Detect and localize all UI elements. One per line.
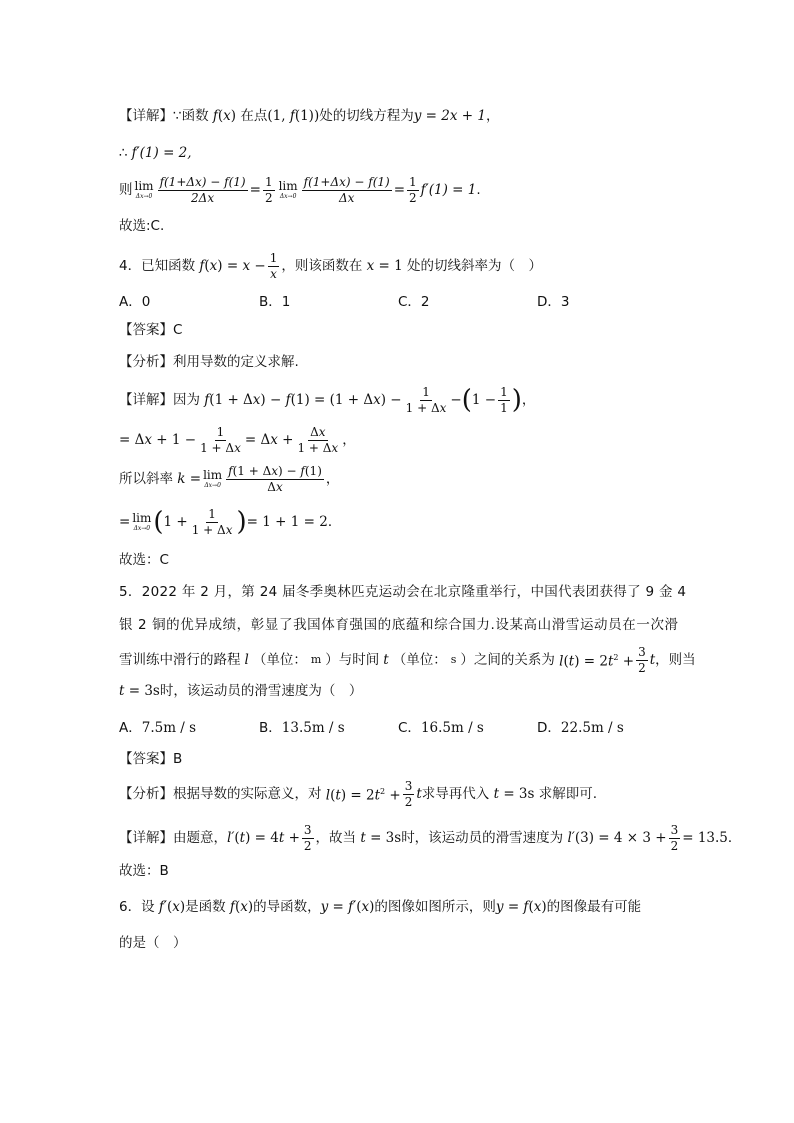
math-limit: lim Δx→0 xyxy=(134,179,154,200)
q5-option-a: A．7.5m / s xyxy=(119,720,197,736)
math-fx: f(x) xyxy=(208,108,237,124)
text: 时，该运动员的滑雪速度为（ ） xyxy=(159,683,363,699)
math-fraction: $\frac{f(1+\Delta x) - f(1)}{\Delta x}$ xyxy=(303,174,390,205)
text: 【分析】根据导数的实际意义，对 xyxy=(119,786,322,802)
q5-line4: t = 3s 时，该运动员的滑雪速度为（ ） xyxy=(119,683,363,699)
math-fraction: $\frac{\Delta x}{1 + \Delta x}$ xyxy=(297,424,339,455)
q5-detail: 【详解】由题意， l′(t) = 4t + $\frac{3}{2}$ ，故当 t = 3s 时，该运动员的滑雪速度为 l′(3) = 4 × 3 + $\frac{3}{2}$ = 13.5 ． xyxy=(119,822,742,853)
math-fraction: $\frac{1}{x}$ xyxy=(269,250,278,281)
q3-limit-line: 则 lim Δx→0 $\frac{f(1+\Delta x) - f(1)}{2\Delta x}$ = $\frac{1}{2}$ lim Δx→0 $\frac{f(1+\Delta x) - f(1)}{\Delta x}$ = $\frac{1}{2}$ f′(1) = 1 . xyxy=(119,174,481,205)
q5-answer-line: 故选：B xyxy=(119,863,169,879)
text: ，故当 xyxy=(315,830,357,846)
math-result: f′(1) = 1 xyxy=(420,182,477,198)
detail-tag: 【详解】 xyxy=(119,108,173,124)
q6-line1: 6．设 f′(x) 是函数 f(x) 的导函数， y = f′(x) 的图像如图所示，则 y = f(x) 的图像最有可能 xyxy=(119,899,642,915)
text: ， xyxy=(485,108,500,124)
q3-therefore-line xyxy=(119,143,192,163)
q3-detail-line xyxy=(119,106,499,126)
text: 时，该运动员的滑雪速度为 xyxy=(401,830,564,846)
math-point: (1, f(1)) xyxy=(267,108,320,124)
text: 在点 xyxy=(240,108,268,124)
q5-option-d: D．22.5m / s xyxy=(537,720,624,736)
math-expression: = Δx + 1 − xyxy=(119,432,197,448)
q4-question xyxy=(119,250,543,281)
q4-detail-line4: = lim Δx→0 ( 1 + $\frac{1}{1 + \Delta x}$ ) = 1 + 1 = 2 ． xyxy=(119,506,342,537)
text: 因为 xyxy=(173,392,200,408)
text: 雪训练中滑行的路程 xyxy=(119,652,241,668)
math-fraction: $\frac{f(1 + \Delta x) - f(1)}{\Delta x}$ xyxy=(228,463,322,494)
q5-line1: 5．2022 年 2 月，第 24 届冬季奥林匹克运动会在北京隆重举行，中国代表团获得了 9 金 4 xyxy=(119,584,687,600)
q4-detail-line1: 【详解】 因为 f(1 + Δx) − f(1) = (1 + Δx) − $\frac{1}{1 + \Delta x}$ − ( 1 − $\frac{1}{1}$ ) ， xyxy=(119,384,536,415)
q6-line2: 的是（ ） xyxy=(119,935,187,951)
text: 求导再代入 xyxy=(421,786,490,802)
math-fraction: $\frac{1}{1}$ xyxy=(500,384,508,415)
q5-line2: 银 2 铜的优异成绩，彰显了我国体育强国的底蕴和综合国力.设某高山滑雪运动员在一次滑 xyxy=(119,617,679,633)
q4-analysis: 【分析】利用导数的定义求解. xyxy=(119,354,299,370)
math-limit: lim Δx→0 xyxy=(132,511,152,532)
text: 的图像如图所示，则 xyxy=(374,899,496,915)
math-limit: lim Δx→0 xyxy=(278,179,298,200)
math-fraction: $\frac{1}{1 + \Delta x}$ xyxy=(191,506,233,537)
text: 是函数 xyxy=(185,899,226,915)
math-fraction: $\frac{1}{1 + \Delta x}$ xyxy=(405,384,447,415)
q4-answer: 【答案】C xyxy=(119,322,183,338)
detail-tag: 【详解】 xyxy=(119,392,173,408)
q5-answer: 【答案】B xyxy=(119,751,183,767)
q4-option-a: A．0 xyxy=(119,294,151,310)
question-text: 处的切线斜率为（ ） xyxy=(407,258,543,274)
text: 则 xyxy=(119,182,133,198)
text: （单位： xyxy=(392,652,447,668)
math-fraction: $\frac{3}{2}$ xyxy=(303,822,312,853)
text: 的导函数， xyxy=(253,899,321,915)
math-expression: f(1 + Δx) − f(1) = (1 + Δx) − xyxy=(200,392,402,408)
text: . xyxy=(476,182,481,198)
text: 【详解】由题意， xyxy=(119,830,227,846)
q5-option-b: B．13.5m / s xyxy=(259,720,345,736)
text: ）与时间 xyxy=(325,652,380,668)
text: 函数 xyxy=(181,108,209,124)
q4-answer-line: 故选：C xyxy=(119,552,169,568)
q3-answer-line: 故选:C. xyxy=(119,218,165,234)
text: 所以斜率 xyxy=(119,471,173,487)
text: ，则当 xyxy=(655,652,696,668)
math-fraction: $\frac{1}{1 + \Delta x}$ xyxy=(200,424,241,455)
q4-option-d: D．3 xyxy=(537,294,570,310)
text: 求解即可. xyxy=(538,786,598,802)
q5-analysis: 【分析】根据导数的实际意义，对 $l(t) = 2t^2$ + $\frac{3}{2}$ t 求导再代入 t = 3s 求解即可. xyxy=(119,778,598,809)
math-tangent-eq: y = 2x + 1 xyxy=(413,108,486,124)
text: 的图像最有可能 xyxy=(546,899,642,915)
q4-option-c: C．2 xyxy=(398,294,430,310)
math-fraction: $\frac{f(1+\Delta x) - f(1)}{2\Delta x}$ xyxy=(159,174,246,205)
question-text: 4．已知函数 xyxy=(119,258,196,274)
text: 6．设 xyxy=(119,899,155,915)
math-fraction: $\frac{1}{2}$ xyxy=(264,174,273,205)
math-fraction: $\frac{3}{2}$ xyxy=(638,644,646,675)
text: （单位： xyxy=(252,652,307,668)
math-x-equals: x = 1 xyxy=(362,258,403,274)
q5-line3: 雪训练中滑行的路程 l （单位： m ）与时间 t （单位： s ）之间的关系为 $l(t) = 2t^2$ + $\frac{3}{2}$ t ，则当 xyxy=(119,644,696,675)
math-fraction: $\frac{3}{2}$ xyxy=(670,822,679,853)
q4-detail-line3: 所以斜率 k = lim Δx→0 $\frac{f(1 + \Delta x) - f(1)}{\Delta x}$ ， xyxy=(119,463,340,494)
because-symbol: ∵ xyxy=(173,108,182,124)
text: 处的切线方程为 xyxy=(319,108,414,124)
math-fraction: $\frac{1}{2}$ xyxy=(409,174,417,205)
math-relation: $l(t) = 2t^2$ + xyxy=(554,653,635,670)
q4-detail-line2: = Δx + 1 − $\frac{1}{1 + \Delta x}$ = Δx + $\frac{\Delta x}{1 + \Delta x}$ ， xyxy=(119,424,356,455)
math-result: = 1 + 1 = 2 xyxy=(246,514,328,530)
therefore-symbol: ∴ xyxy=(119,145,128,161)
math-fraction: $\frac{3}{2}$ xyxy=(404,778,413,809)
q4-option-b: B．1 xyxy=(259,294,291,310)
q5-option-c: C．16.5m / s xyxy=(398,720,484,736)
math-derivative: f′(1) = 2, xyxy=(131,145,192,161)
question-text: ，则该函数在 xyxy=(281,258,363,274)
math-limit: lim Δx→0 xyxy=(203,468,223,489)
math-function-def: f(x) = x − xyxy=(195,258,266,274)
text: ）之间的关系为 xyxy=(460,652,555,668)
